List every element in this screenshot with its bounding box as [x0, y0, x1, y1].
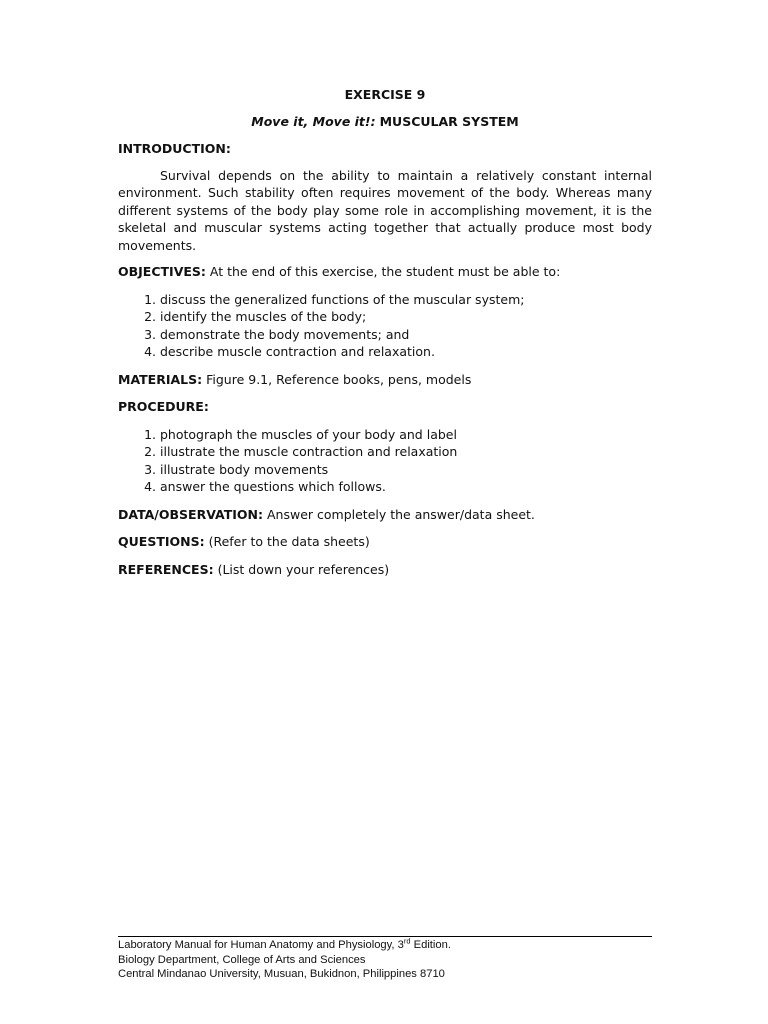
procedure-item: 4. answer the questions which follows.: [160, 478, 652, 496]
materials-text: Figure 9.1, Reference books, pens, models: [206, 371, 472, 387]
document-page: [118, 86, 652, 588]
objective-item: 1. discuss the generalized functions of the muscular system;: [160, 291, 652, 309]
materials-heading: MATERIALS:: [118, 371, 203, 387]
objectives-heading: OBJECTIVES:: [118, 264, 206, 279]
footer-line-manual: [118, 938, 652, 953]
introduction-text: Survival depends on the ability to maintain a relatively constant internal environment. Such stability often requires movement of the body. Whereas many different systems of the body play some role in accomplishing movement, it is the skeletal and muscular systems acting together that actually produce most body movements.: [118, 167, 652, 253]
questions-section: [118, 533, 652, 551]
questions-heading: QUESTIONS:: [118, 534, 205, 549]
subtitle-caps: MUSCULAR SYSTEM: [379, 113, 519, 129]
exercise-subtitle: [118, 113, 652, 131]
objectives-section: [118, 263, 652, 281]
introduction-heading: INTRODUCTION:: [118, 141, 231, 156]
exercise-title: EXERCISE 9: [344, 87, 426, 102]
materials-section: [118, 371, 652, 389]
references-section: [118, 561, 652, 579]
subtitle-italic: Move it, Move it!:: [251, 113, 376, 129]
procedure-item: 2. illustrate the muscle contraction and relaxation: [160, 443, 652, 461]
references-text: (List down your references): [217, 561, 390, 577]
data-observation-heading: DATA/OBSERVATION:: [118, 506, 263, 522]
objectives-list: [118, 291, 652, 361]
data-observation-text: Answer completely the answer/data sheet.: [266, 506, 535, 522]
footer-line-department: Biology Department, College of Arts and Sciences: [118, 953, 366, 966]
references-heading: REFERENCES:: [118, 561, 214, 577]
procedure-heading: PROCEDURE:: [118, 399, 209, 414]
objectives-text: At the end of this exercise, the student must be able to:: [209, 264, 561, 279]
footer-edition-sup: rd: [403, 936, 411, 946]
procedure-list: [118, 426, 652, 496]
objective-item: 3. demonstrate the body movements; and: [160, 326, 652, 344]
procedure-item: 3. illustrate body movements: [160, 461, 652, 479]
footer-edition-text: Edition.: [410, 939, 451, 951]
data-observation-section: [118, 506, 652, 524]
questions-text: (Refer to the data sheets): [208, 534, 370, 549]
footer-line-university: Central Mindanao University, Musuan, Bukidnon, Philippines 8710: [118, 968, 445, 980]
page-footer: [118, 936, 652, 982]
footer-manual-title: Laboratory Manual for Human Anatomy and Physiology, 3: [118, 939, 404, 951]
procedure-item: 1. photograph the muscles of your body and label: [160, 426, 652, 444]
objective-item: 2. identify the muscles of the body;: [160, 308, 652, 326]
objective-item: 4. describe muscle contraction and relaxation.: [160, 343, 652, 361]
